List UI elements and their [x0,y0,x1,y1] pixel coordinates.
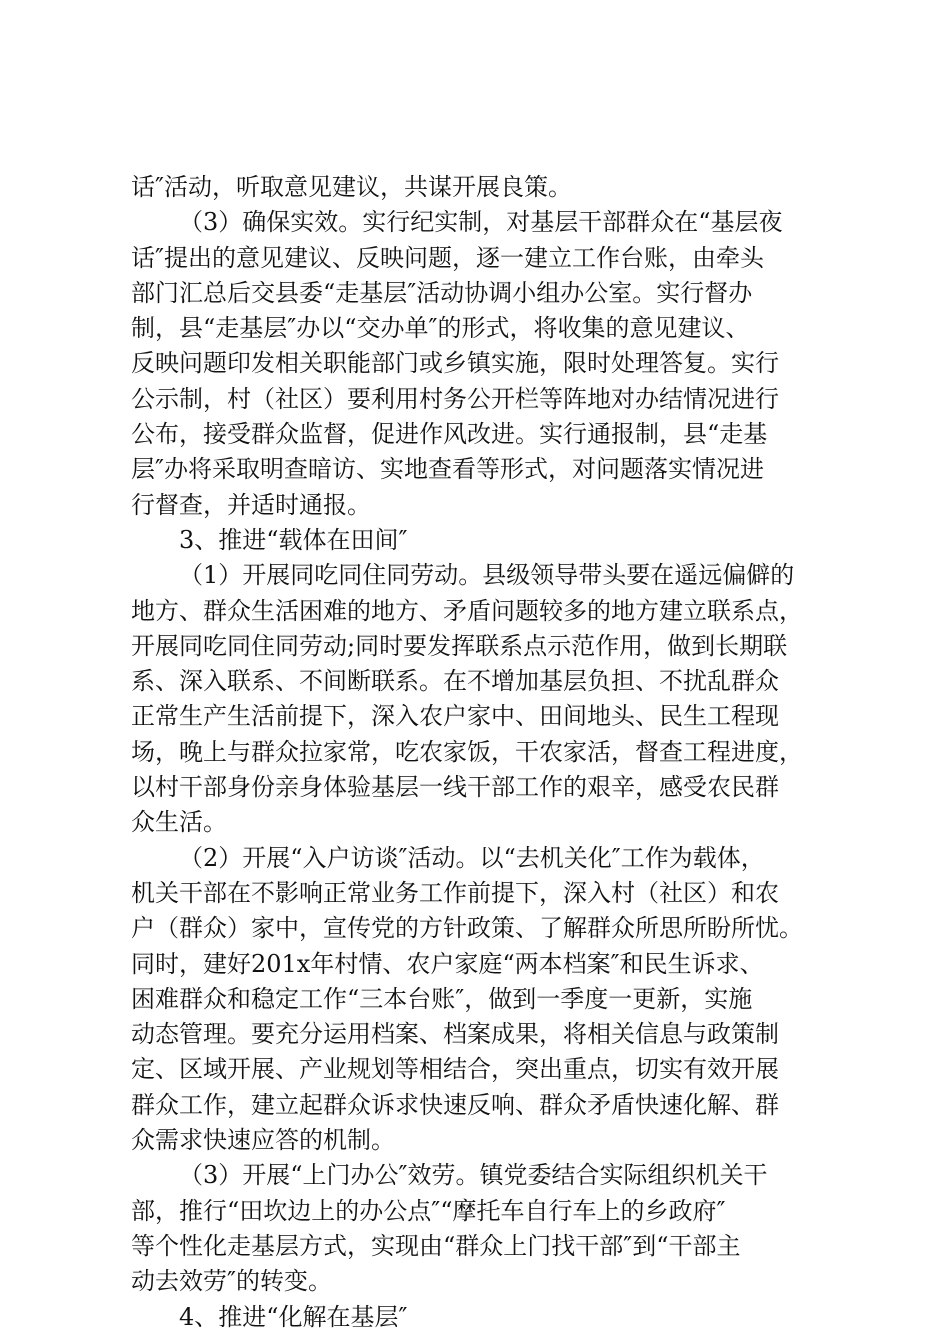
text-line: 部，推行“田坎边上的办公点″“摩托车自行车上的乡政府″ [131,1196,726,1225]
paragraph-first-line: 4、推进“化解在基层″ [179,1302,408,1331]
text-line: 公布，接受群众监督，促进作风改进。实行通报制，县“走基 [131,420,768,449]
paragraph-first-line: （2）开展“入户访谈″活动。以“去机关化″工作为载体， [179,843,765,872]
text-line: 制，县“走基层″办以“交办单″的形式，将收集的意见建议、 [131,314,750,343]
text-line: 众需求快速应答的机制。 [131,1126,395,1155]
text-line: 场，晚上与群众拉家常，吃农家饭，干农家活，督查工程进度， [131,737,803,766]
text-line: 同时，建好201x年村情、农户家庭“两本档案″和民生诉求、 [131,949,764,978]
text-line: 部门汇总后交县委“走基层″活动协调小组办公室。实行督办 [131,278,753,307]
text-line: 户（群众）家中，宣传党的方针政策、了解群众所思所盼所忧。 [131,914,803,943]
paragraph-first-line: （3）确保实效。实行纪实制，对基层干部群众在“基层夜 [179,208,783,237]
paragraph-first-line: 3、推进“载体在田间″ [179,525,408,554]
text-line: 动去效劳″的转变。 [131,1267,332,1296]
text-line: 公示制，村（社区）要利用村务公开栏等阵地对办结情况进行 [131,384,779,413]
text-line: 众生活。 [131,808,227,837]
text-line: 动态管理。要充分运用档案、档案成果，将相关信息与政策制 [131,1020,779,1049]
text-line: 行督查，并适时通报。 [131,490,371,519]
text-line: 反映问题印发相关职能部门或乡镇实施，限时处理答复。实行 [131,349,779,378]
text-line: 群众工作，建立起群众诉求快速反响、群众矛盾快速化解、群 [131,1090,779,1119]
text-line: 话″活动，听取意见建议，共谋开展良策。 [131,173,572,201]
paragraph-first-line: （3）开展“上门办公″效劳。镇党委结合实际组织机关干 [179,1161,768,1190]
text-line: 困难群众和稳定工作“三本台账″，做到一季度一更新，实施 [131,984,753,1013]
text-line: 机关干部在不影响正常业务工作前提下，深入村（社区）和农 [131,878,779,907]
text-line: 层″办将采取明查暗访、实地查看等形式，对问题落实情况进 [131,455,764,484]
text-line: 定、区域开展、产业规划等相结合，突出重点，切实有效开展 [131,1055,779,1084]
paragraph-first-line: （1）开展同吃同住同劳动。县级领导带头要在遥远偏僻的 [179,561,795,590]
text-line: 等个性化走基层方式，实现由“群众上门找干部″到“干部主 [131,1231,741,1260]
text-line: 话″提出的意见建议、反映问题，逐一建立工作台账，由牵头 [131,243,764,272]
document-body [131,170,821,1335]
text-line: 以村干部身份亲身体验基层一线干部工作的艰辛，感受农民群 [131,773,779,802]
text-line: 系、深入联系、不间断联系。在不增加基层负担、不扰乱群众 [131,667,779,696]
text-line: 正常生产生活前提下，深入农户家中、田间地头、民生工程现 [131,702,779,731]
text-line: 地方、群众生活困难的地方、矛盾问题较多的地方建立联系点， [131,596,803,625]
text-line: 开展同吃同住同劳动;同时要发挥联系点示范作用，做到长期联 [131,631,788,660]
